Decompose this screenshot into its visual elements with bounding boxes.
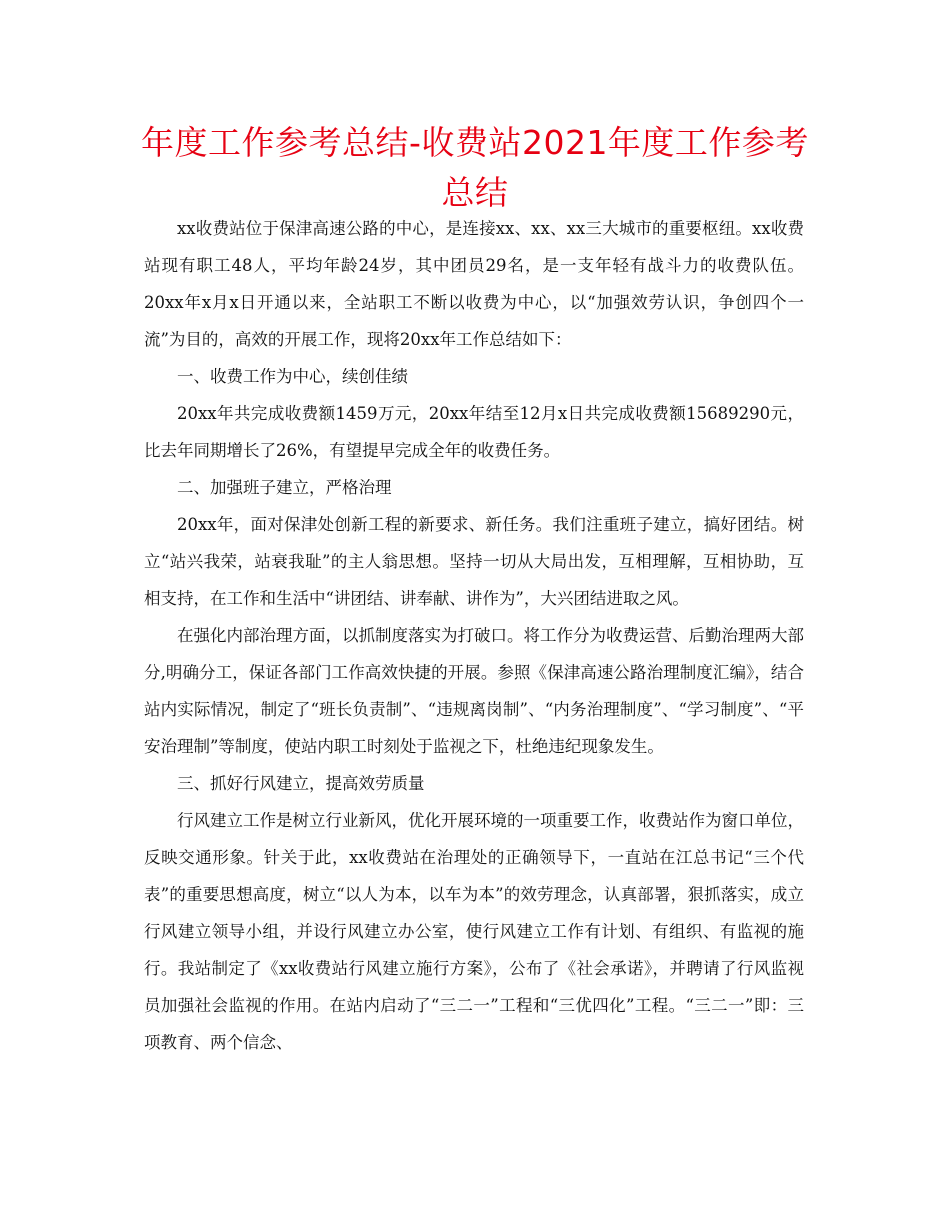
section-heading-3: 三、抓好行风建立，提高效劳质量 <box>177 774 425 793</box>
section-heading-2: 二、加强班子建立，严格治理 <box>177 478 392 497</box>
section-heading-1: 一、收费工作为中心，续创佳绩 <box>177 367 408 386</box>
document-body <box>144 210 804 1061</box>
document-title: 年度工作参考总结-收费站2021年度工作参考总结 <box>141 123 809 212</box>
section-2-paragraph-2: 在强化内部治理方面，以抓制度落实为打破口。将工作分为收费运营、后勤治理两大部分,明确分工，保证各部门工作高效快捷的开展。参照《保津高速公路治理制度汇编》，结合站内实际情况，制定了“班长负责制”、“违规离岗制”、“内务治理制度”、“学习制度”、“平安治理制”等制度，使站内职工时刻处于监视之下，杜绝违纪现象发生。 <box>144 626 804 756</box>
section-3-paragraph: 行风建立工作是树立行业新风，优化开展环境的一项重要工作，收费站作为窗口单位，反映交通形象。针关于此，xx收费站在治理处的正确领导下，一直站在江总书记“三个代表”的重要思想高度，树立“以人为本，以车为本”的效劳理念，认真部署，狠抓落实，成立行风建立领导小组，并设行风建立办公室，使行风建立工作有计划、有组织、有监视的施行。我站制定了《xx收费站行风建立施行方案》，公布了《社会承诺》，并聘请了行风监视员加强社会监视的作用。在站内启动了“三二一”工程和“三优四化”工程。“三二一”即：三项教育、两个信念、 <box>144 811 804 1052</box>
intro-paragraph: xx收费站位于保津高速公路的中心，是连接xx、xx、xx三大城市的重要枢纽。xx收费站现有职工48人，平均年龄24岁，其中团员29名，是一支年轻有战斗力的收费队伍。20xx年x月x日开通以来，全站职工不断以收费为中心，以“加强效劳认识，争创四个一流”为目的，高效的开展工作，现将20xx年工作总结如下： <box>144 219 804 349</box>
section-1-paragraph: 20xx年共完成收费额1459万元，20xx年结至12月x日共完成收费额15689290元，比去年同期增长了26%，有望提早完成全年的收费任务。 <box>144 404 804 460</box>
section-2-paragraph-1: 20xx年，面对保津处创新工程的新要求、新任务。我们注重班子建立，搞好团结。树立“站兴我荣，站衰我耻”的主人翁思想。坚持一切从大局出发，互相理解，互相协助，互相支持，在工作和生活中“讲团结、讲奉献、讲作为”，大兴团结进取之风。 <box>144 515 804 608</box>
